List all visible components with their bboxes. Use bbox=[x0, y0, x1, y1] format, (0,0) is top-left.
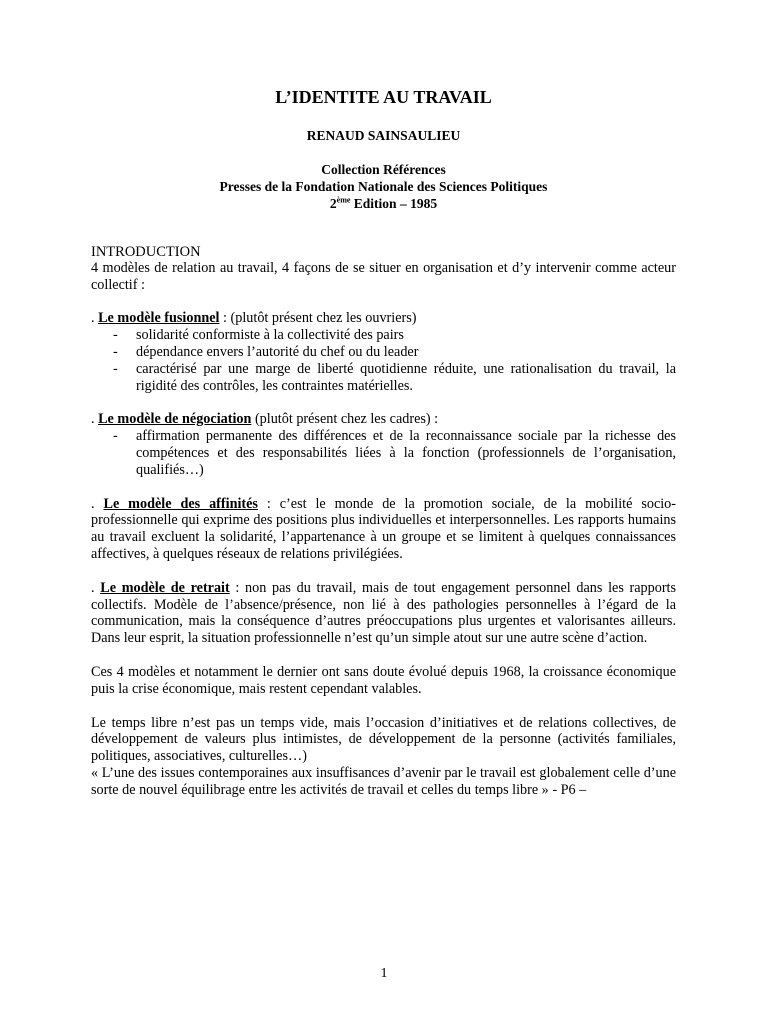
model-description: : (plutôt présent chez les ouvriers) bbox=[219, 310, 417, 327]
introduction-heading: INTRODUCTION bbox=[91, 243, 201, 260]
list-item bbox=[113, 344, 676, 361]
list-item-text: dépendance envers l’autorité du chef ou du leader bbox=[136, 343, 419, 360]
model-negociation-list bbox=[91, 428, 676, 478]
model-negociation bbox=[91, 411, 676, 428]
edition-line bbox=[91, 195, 676, 212]
model-prefix: . bbox=[91, 579, 101, 596]
list-item-text: affirmation permanente des différences et de la reconnaissance sociale par la richesse des compétences et des responsabilités liées à la fonction (professionnels de l’organisation, qualifiés…) bbox=[136, 428, 676, 478]
document-body bbox=[91, 86, 676, 799]
document-author: RENAUD SAINSAULIEU bbox=[306, 128, 461, 143]
document-title: L’IDENTITE AU TRAVAIL bbox=[275, 87, 492, 107]
model-retrait bbox=[91, 580, 676, 647]
dash-marker: - bbox=[113, 360, 118, 377]
list-item bbox=[113, 428, 676, 478]
page-number: 1 bbox=[380, 966, 388, 981]
dash-marker: - bbox=[113, 327, 118, 344]
dash-marker: - bbox=[113, 428, 118, 445]
model-title: Le modèle fusionnel bbox=[98, 310, 220, 327]
publication-info bbox=[91, 161, 676, 212]
model-prefix: . bbox=[91, 411, 99, 428]
publisher-name: Presses de la Fondation Nationale des Sciences Politiques bbox=[219, 178, 548, 194]
introduction-text: 4 modèles de relation au travail, 4 façons de se situer en organisation et d’y intervenir comme acteur collectif : bbox=[91, 259, 676, 293]
model-description: : non pas du travail, mais de tout engagement personnel dans les rapports collectifs. Modèle de l’absence/présence, non lié à des pathologies personnelles à l’égard de la communication, mais la conséquence d’autres préoccupations plus urgentes et valorisantes ailleurs. Dans leur esprit, la situation professionnelle n’est qu’un simple atout sur une autre scène d’action. bbox=[91, 579, 677, 647]
model-fusionnel bbox=[91, 310, 676, 327]
model-description: : c’est le monde de la promotion sociale, de la mobilité socio-professionnelle qui exprime des positions plus individuelles et interpersonnelles. Les rapports humains au travail excluent la solidarité, l’appartenance à un groupe et se limitent à quelques connaissances affectives, à quelques réseaux de relations privilégiées. bbox=[91, 495, 676, 562]
model-title: Le modèle de négociation bbox=[98, 411, 252, 428]
temps-libre-paragraph: Le temps libre n’est pas un temps vide, mais l’occasion d’initiatives et de relations collectives, de développement de valeurs plus intimistes, de développement de la personne (activités familiales, politiques, associatives, culturelles…) bbox=[91, 714, 676, 765]
model-prefix: . bbox=[91, 495, 104, 512]
edition-year: Edition – 1985 bbox=[350, 195, 438, 211]
list-item bbox=[113, 361, 676, 395]
edition-superscript: ème bbox=[336, 195, 351, 205]
model-title: Le modèle des affinités bbox=[103, 495, 258, 512]
quote-paragraph: « L’une des issues contemporaines aux insuffisances d’avenir par le travail est globalement celle d’une sorte de nouvel équilibrage entre les activités de travail et celles du temps libre » - P6 – bbox=[91, 764, 676, 798]
model-affinites bbox=[91, 496, 676, 563]
list-item-text: solidarité conformiste à la collectivité des pairs bbox=[136, 327, 404, 344]
collection-name: Collection Références bbox=[321, 161, 446, 177]
dash-marker: - bbox=[113, 343, 118, 360]
model-prefix: . bbox=[91, 310, 99, 327]
model-description: (plutôt présent chez les cadres) : bbox=[251, 411, 439, 428]
model-title: Le modèle de retrait bbox=[100, 579, 230, 596]
evolution-paragraph: Ces 4 modèles et notamment le dernier ont sans doute évolué depuis 1968, la croissance économique puis la crise économique, mais restent cependant valables. bbox=[91, 663, 676, 697]
list-item bbox=[113, 327, 676, 344]
model-fusionnel-list bbox=[91, 327, 676, 394]
list-item-text: caractérisé par une marge de liberté quotidienne réduite, une rationalisation du travail, la rigidité des contrôles, les contraintes matérielles. bbox=[136, 360, 676, 394]
edition-number: 2 bbox=[329, 195, 337, 211]
